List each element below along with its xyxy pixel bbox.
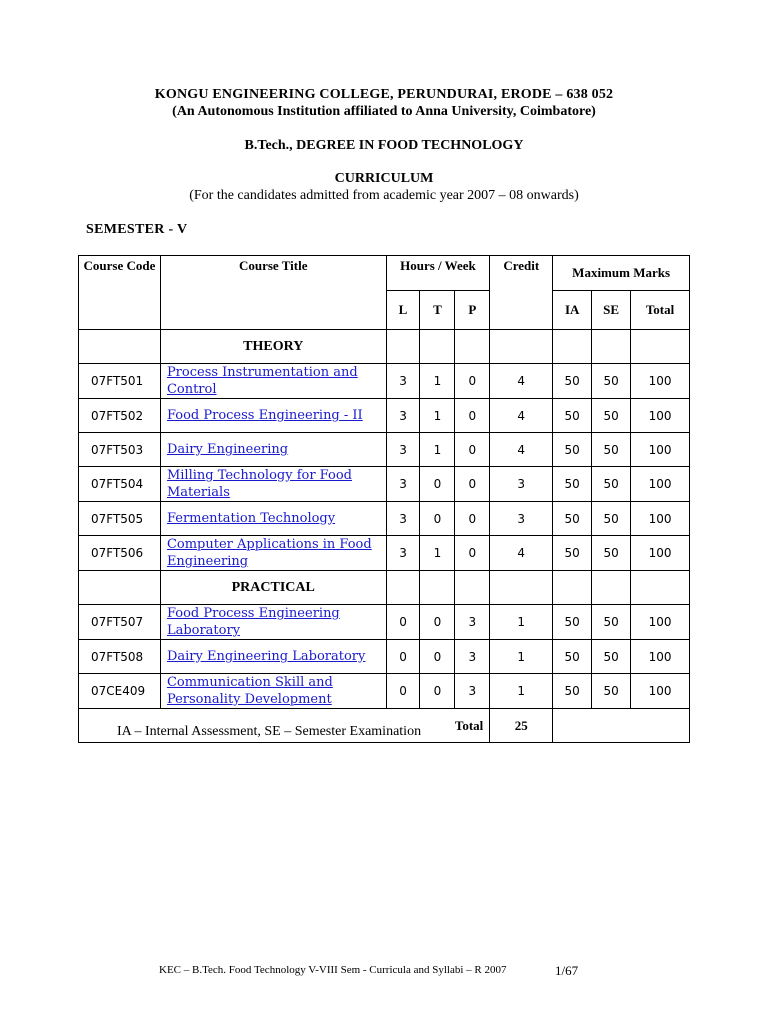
header-l: L: [386, 291, 420, 330]
course-code: 07FT506: [79, 536, 161, 571]
header-total: Total: [631, 291, 690, 330]
course-row: [79, 364, 690, 399]
theory-section-label: THEORY: [160, 330, 386, 364]
p-value: 3: [455, 605, 490, 640]
course-title-link[interactable]: Process Instrumentation and Control: [166, 365, 358, 397]
credit-value: 4: [490, 433, 553, 467]
p-value: 0: [455, 364, 490, 399]
credit-value: 1: [490, 674, 553, 709]
course-code: 07FT502: [79, 399, 161, 433]
p-value: 0: [455, 433, 490, 467]
total-credit: 25: [490, 709, 553, 743]
course-row: [79, 433, 690, 467]
credit-value: 1: [490, 605, 553, 640]
p-value: 0: [455, 536, 490, 571]
total-value: 100: [631, 674, 690, 709]
se-value: 50: [592, 605, 631, 640]
course-title-link[interactable]: Dairy Engineering: [166, 442, 289, 457]
course-code: 07FT505: [79, 502, 161, 536]
header-ia: IA: [553, 291, 592, 330]
ia-value: 50: [553, 674, 592, 709]
course-row: [79, 399, 690, 433]
total-value: 100: [631, 536, 690, 571]
l-value: 3: [386, 364, 420, 399]
course-title-link[interactable]: Communication Skill and Personality Development: [166, 675, 333, 707]
p-value: 3: [455, 674, 490, 709]
t-value: 1: [420, 433, 455, 467]
total-value: 100: [631, 433, 690, 467]
header-max-marks: Maximum Marks: [553, 256, 690, 291]
course-title-link[interactable]: Fermentation Technology: [166, 511, 336, 526]
course-title-link[interactable]: Dairy Engineering Laboratory: [166, 649, 366, 664]
total-value: 100: [631, 640, 690, 674]
ia-value: 50: [553, 536, 592, 571]
t-value: 0: [420, 467, 455, 502]
se-value: 50: [592, 502, 631, 536]
course-code: 07FT507: [79, 605, 161, 640]
page-number: 1/67: [555, 963, 579, 978]
t-value: 0: [420, 605, 455, 640]
header-course-code: Course Code: [79, 256, 161, 330]
curriculum-table: [78, 255, 690, 743]
legend: IA – Internal Assessment, SE – Semester Examination: [117, 724, 422, 739]
course-row: [79, 536, 690, 571]
credit-value: 4: [490, 399, 553, 433]
course-code: 07FT508: [79, 640, 161, 674]
t-value: 1: [420, 364, 455, 399]
header-credit: Credit: [490, 256, 553, 330]
t-value: 0: [420, 502, 455, 536]
course-row: [79, 467, 690, 502]
course-row: [79, 640, 690, 674]
curriculum-heading: CURRICULUM: [334, 171, 434, 186]
course-code: 07FT501: [79, 364, 161, 399]
l-value: 3: [386, 467, 420, 502]
l-value: 0: [386, 605, 420, 640]
total-value: 100: [631, 467, 690, 502]
ia-value: 50: [553, 399, 592, 433]
course-title-link[interactable]: Milling Technology for Food Materials: [166, 468, 352, 500]
credit-value: 3: [490, 467, 553, 502]
p-value: 0: [455, 502, 490, 536]
header-se: SE: [592, 291, 631, 330]
admission-note: (For the candidates admitted from academic year 2007 – 08 onwards): [189, 188, 579, 203]
se-value: 50: [592, 467, 631, 502]
header-p: P: [455, 291, 490, 330]
l-value: 0: [386, 640, 420, 674]
degree-title: B.Tech., DEGREE IN FOOD TECHNOLOGY: [244, 138, 524, 153]
affiliation: (An Autonomous Institution affiliated to Anna University, Coimbatore): [172, 104, 596, 119]
p-value: 0: [455, 467, 490, 502]
course-title-link[interactable]: Food Process Engineering Laboratory: [166, 606, 340, 638]
semester-heading: SEMESTER - V: [86, 222, 188, 237]
ia-value: 50: [553, 433, 592, 467]
total-value: 100: [631, 605, 690, 640]
p-value: 0: [455, 399, 490, 433]
credit-value: 1: [490, 640, 553, 674]
course-code: 07FT504: [79, 467, 161, 502]
t-value: 0: [420, 640, 455, 674]
se-value: 50: [592, 433, 631, 467]
l-value: 3: [386, 536, 420, 571]
credit-value: 4: [490, 536, 553, 571]
t-value: 0: [420, 674, 455, 709]
header-t: T: [420, 291, 455, 330]
l-value: 3: [386, 433, 420, 467]
l-value: 3: [386, 399, 420, 433]
course-code: 07CE409: [79, 674, 161, 709]
footer-text: KEC – B.Tech. Food Technology V-VIII Sem - Curricula and Syllabi – R 2007: [159, 964, 507, 976]
course-row: [79, 502, 690, 536]
total-value: 100: [631, 399, 690, 433]
t-value: 1: [420, 399, 455, 433]
l-value: 3: [386, 502, 420, 536]
ia-value: 50: [553, 364, 592, 399]
total-value: 100: [631, 364, 690, 399]
ia-value: 50: [553, 467, 592, 502]
course-title-link[interactable]: Food Process Engineering - II: [166, 408, 363, 423]
t-value: 1: [420, 536, 455, 571]
header-hours-week: Hours / Week: [386, 256, 490, 291]
practical-section-label: PRACTICAL: [160, 571, 386, 605]
se-value: 50: [592, 364, 631, 399]
ia-value: 50: [553, 502, 592, 536]
se-value: 50: [592, 674, 631, 709]
course-row: [79, 605, 690, 640]
se-value: 50: [592, 399, 631, 433]
se-value: 50: [592, 640, 631, 674]
l-value: 0: [386, 674, 420, 709]
total-label: Total: [79, 709, 490, 743]
header-course-title: Course Title: [160, 256, 386, 330]
course-title-link[interactable]: Computer Applications in Food Engineering: [166, 537, 372, 569]
ia-value: 50: [553, 605, 592, 640]
course-row: [79, 674, 690, 709]
total-value: 100: [631, 502, 690, 536]
credit-value: 4: [490, 364, 553, 399]
se-value: 50: [592, 536, 631, 571]
credit-value: 3: [490, 502, 553, 536]
college-name: KONGU ENGINEERING COLLEGE, PERUNDURAI, ERODE – 638 052: [154, 87, 614, 102]
course-code: 07FT503: [79, 433, 161, 467]
p-value: 3: [455, 640, 490, 674]
ia-value: 50: [553, 640, 592, 674]
